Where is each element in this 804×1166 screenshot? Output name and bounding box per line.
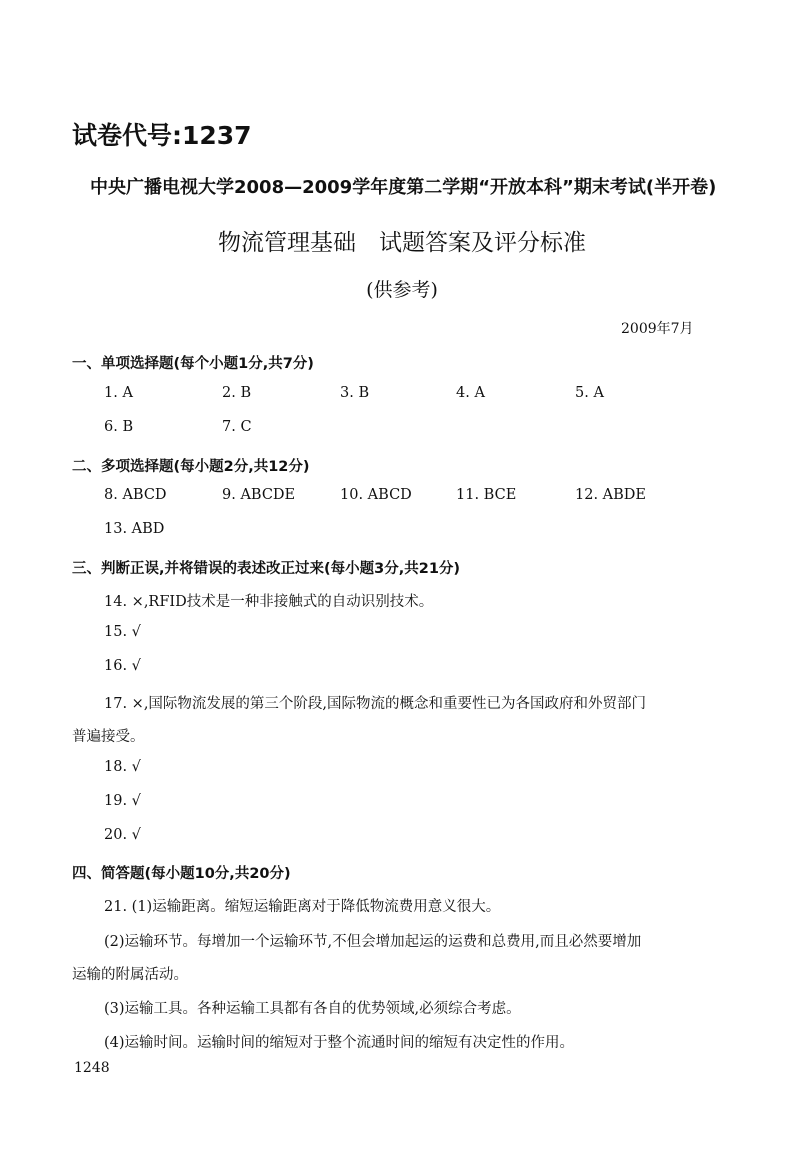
section1-heading: 一、单项选择题(每个小题1分,共7分) <box>72 356 314 372</box>
section4-heading: 四、简答题(每小题10分,共20分) <box>72 866 291 882</box>
exam-headline: 中央广播电视大学2008—2009学年度第二学期“开放本科”期末考试(半开卷) <box>90 177 717 198</box>
exam-date: 2009年7月 <box>621 321 694 337</box>
answer-21-part-2-line-1: (2)运输环节。每增加一个运输环节,不但会增加起运的运费和总费用,而且必然要增加 <box>104 934 642 950</box>
answer-14: 14. ×,RFID技术是一种非接触式的自动识别技术。 <box>104 594 434 610</box>
answer-5: 5. A <box>575 385 604 401</box>
answer-21-part-2-line-2: 运输的附属活动。 <box>72 967 188 983</box>
section2-heading: 二、多项选择题(每小题2分,共12分) <box>72 459 310 475</box>
answer-16: 16. √ <box>104 658 141 674</box>
page-subtitle: (供参考) <box>366 279 438 301</box>
answer-18: 18. √ <box>104 759 141 775</box>
answer-21-part-1: 21. (1)运输距离。缩短运输距离对于降低物流费用意义很大。 <box>104 899 501 915</box>
answer-11: 11. BCE <box>456 487 517 503</box>
paper-code: 试卷代号:1237 <box>72 121 252 150</box>
answer-10: 10. ABCD <box>340 487 412 503</box>
answer-21-part-3: (3)运输工具。各种运输工具都有各自的优势领域,必须综合考虑。 <box>104 1001 521 1017</box>
answer-7: 7. C <box>222 419 252 435</box>
answer-2: 2. B <box>222 385 252 401</box>
answer-12: 12. ABDE <box>575 487 647 503</box>
page-number: 1248 <box>74 1060 110 1076</box>
answer-3: 3. B <box>340 385 370 401</box>
answer-9: 9. ABCDE <box>222 487 296 503</box>
answer-6: 6. B <box>104 419 134 435</box>
section3-heading: 三、判断正误,并将错误的表述改正过来(每小题3分,共21分) <box>72 561 461 577</box>
answer-19: 19. √ <box>104 793 141 809</box>
answer-4: 4. A <box>456 385 485 401</box>
answer-15: 15. √ <box>104 624 141 640</box>
page-title: 物流管理基础 试题答案及评分标准 <box>218 230 586 256</box>
answer-21-part-4: (4)运输时间。运输时间的缩短对于整个流通时间的缩短有决定性的作用。 <box>104 1035 575 1051</box>
answer-13: 13. ABD <box>104 521 165 537</box>
answer-8: 8. ABCD <box>104 487 167 503</box>
answer-17-line-2: 普遍接受。 <box>72 729 145 745</box>
answer-20: 20. √ <box>104 827 141 843</box>
answer-17-line-1: 17. ×,国际物流发展的第三个阶段,国际物流的概念和重要性已为各国政府和外贸部门 <box>104 696 647 712</box>
answer-1: 1. A <box>104 385 133 401</box>
